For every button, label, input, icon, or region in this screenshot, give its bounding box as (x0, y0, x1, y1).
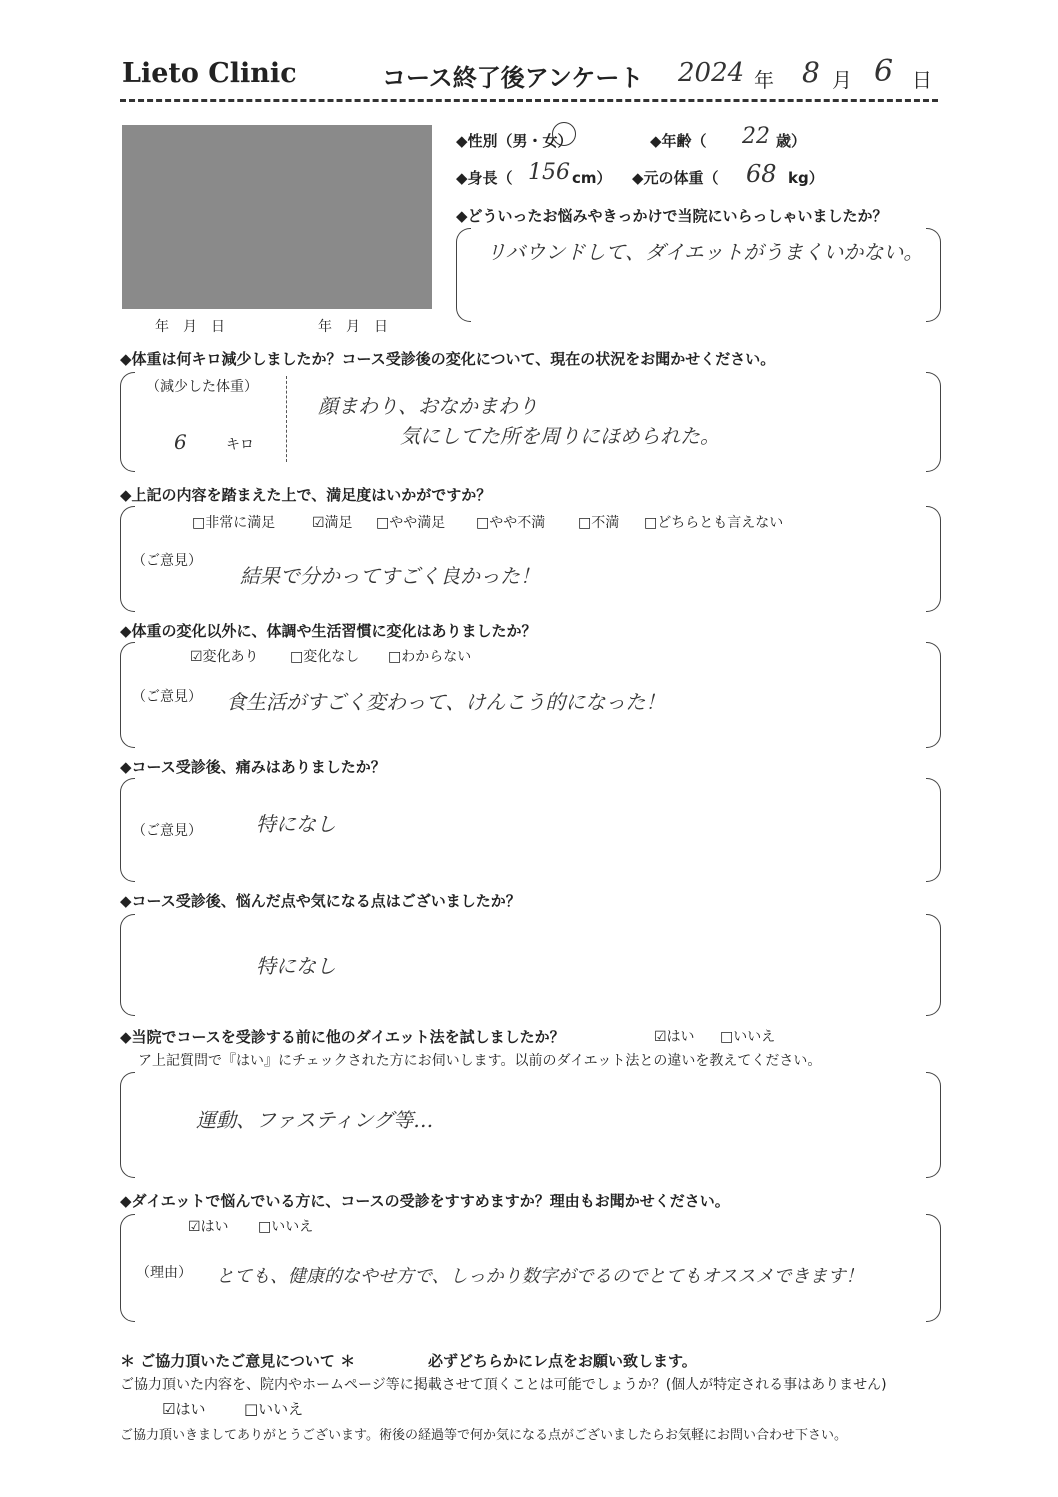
height-value: 156 (528, 160, 570, 185)
weight-bracket-left (120, 372, 135, 472)
satisfaction-option-satisfied[interactable]: ☑満足 (312, 515, 353, 531)
motivation-answer: リバウンドして、ダイエットがうまくいかない。 (486, 240, 924, 264)
satisfaction-option-somewhat-dissatisfied[interactable]: □やや不満 (476, 515, 546, 531)
age-value: 22 (742, 124, 770, 149)
other-diet-no[interactable]: □いいえ (720, 1029, 776, 1045)
weight-bracket-right (926, 372, 941, 472)
concern-answer: 特になし (256, 954, 336, 978)
satisfaction-answer: 結果で分かってすごく良かった！ (240, 564, 540, 588)
lifestyle-option-no-change[interactable]: □変化なし (290, 649, 360, 665)
lifestyle-option-changed[interactable]: ☑変化あり (190, 649, 259, 665)
other-diet-sub-question: ア上記質問で『はい』にチェックされた方にお伺いします。以前のダイエット法との違いを教えてください。 (138, 1053, 822, 1069)
height-unit: cm） (572, 169, 612, 187)
before-after-photo (122, 125, 432, 309)
motivation-question: ◆どういったお悩みやきっかけで当院にいらっしゃいましたか？ (456, 207, 888, 225)
lifestyle-opinion-label: （ご意見） (132, 689, 202, 705)
weight-answer-line2: 気にしてた所を周りにほめられた。 (400, 424, 720, 448)
weight-answer-line1: 顔まわり、おなかまわり (318, 394, 538, 418)
pain-answer: 特になし (256, 812, 336, 836)
other-diet-answer: 運動、ファスティング等… (196, 1108, 434, 1132)
lifestyle-bracket-right (926, 642, 941, 748)
concern-bracket-left (120, 914, 135, 1016)
before-date-label: 年 月 日 (155, 319, 225, 335)
consent-heading-note: 必ずどちらかにレ点をお願い致します。 (428, 1352, 697, 1370)
motivation-bracket-right (926, 228, 941, 322)
recommend-question: ◆ダイエットで悩んでいる方に、コースの受診をすすめますか？理由もお聞かせください。 (120, 1192, 730, 1210)
other-diet-bracket-right (926, 1072, 941, 1178)
reduced-weight-value: 6 (174, 430, 187, 454)
other-diet-bracket-left (120, 1072, 135, 1178)
other-diet-question: ◆当院でコースを受診する前に他のダイエット法を試しましたか？ (120, 1028, 565, 1046)
month-unit: 月 (832, 68, 852, 92)
weight-label: ◆元の体重（ (632, 169, 719, 187)
year-unit: 年 (754, 68, 774, 92)
consent-question: ご協力頂いた内容を、院内やホームページ等に掲載させて頂くことは可能でしょうか？(個人が特定される事はありません) (120, 1377, 887, 1393)
satisfaction-bracket-right (926, 506, 941, 612)
satisfaction-option-dissatisfied[interactable]: □不満 (578, 515, 620, 531)
recommend-bracket-left (120, 1214, 135, 1322)
satisfaction-option-neither[interactable]: □どちらとも言えない (644, 515, 784, 531)
concern-bracket-right (926, 914, 941, 1016)
reduced-weight-unit: キロ (226, 437, 254, 453)
weight-unit: kg） (788, 169, 824, 187)
after-date-label: 年 月 日 (318, 319, 388, 335)
recommend-yes[interactable]: ☑はい (188, 1219, 229, 1235)
year-value: 2024 (678, 58, 745, 88)
pain-question: ◆コース受診後、痛みはありましたか？ (120, 758, 386, 776)
gender-label: ◆性別（男・女） (456, 132, 573, 150)
pain-opinion-label: （ご意見） (132, 823, 202, 839)
motivation-bracket-left (456, 228, 471, 322)
day-value: 6 (874, 54, 894, 89)
lifestyle-answer: 食生活がすごく変わって、けんこう的になった！ (226, 690, 666, 714)
concern-question: ◆コース受診後、悩んだ点や気になる点はございましたか？ (120, 892, 521, 910)
satisfaction-opinion-label: （ご意見） (132, 553, 202, 569)
consent-no[interactable]: □いいえ (244, 1400, 304, 1418)
survey-title: コース終了後アンケート (382, 64, 644, 92)
height-label: ◆身長（ (456, 169, 513, 187)
consent-thanks: ご協力頂いきましてありがとうございます。術後の経過等で何か気になる点がございましたらお気軽にお問い合わせ下さい。 (120, 1428, 847, 1443)
satisfaction-option-very-satisfied[interactable]: □非常に満足 (192, 515, 276, 531)
age-unit: 歳） (776, 132, 807, 150)
clinic-name: Lieto Clinic (122, 58, 297, 89)
consent-heading: ＊ ご協力頂いたご意見について ＊ (120, 1352, 356, 1370)
month-value: 8 (802, 56, 820, 89)
lifestyle-option-unknown[interactable]: □わからない (388, 649, 472, 665)
age-label: ◆年齢（ (650, 132, 707, 150)
satisfaction-question: ◆上記の内容を踏まえた上で、満足度はいかがですか？ (120, 486, 492, 504)
weight-value: 68 (746, 160, 777, 188)
recommend-bracket-right (926, 1214, 941, 1322)
header-divider (120, 99, 938, 102)
lifestyle-question: ◆体重の変化以外に、体調や生活習慣に変化はありましたか？ (120, 622, 537, 640)
recommend-reason-label: （理由） (136, 1265, 192, 1281)
consent-yes[interactable]: ☑はい (162, 1400, 206, 1418)
gender-circle-mark (552, 122, 576, 146)
weight-divider (286, 376, 287, 462)
weight-change-question: ◆体重は何キロ減少しましたか？コース受診後の変化について、現在の状況をお聞かせください。 (120, 350, 776, 368)
other-diet-yes[interactable]: ☑はい (654, 1029, 695, 1045)
recommend-no[interactable]: □いいえ (258, 1219, 314, 1235)
day-unit: 日 (912, 68, 932, 92)
satisfaction-option-somewhat-satisfied[interactable]: □やや満足 (376, 515, 446, 531)
reduced-weight-label: （減少した体重） (146, 379, 258, 395)
pain-bracket-right (926, 778, 941, 882)
recommend-answer: とても、健康的なやせ方で、しっかり数字がでるのでとてもオススメできます！ (216, 1266, 864, 1287)
